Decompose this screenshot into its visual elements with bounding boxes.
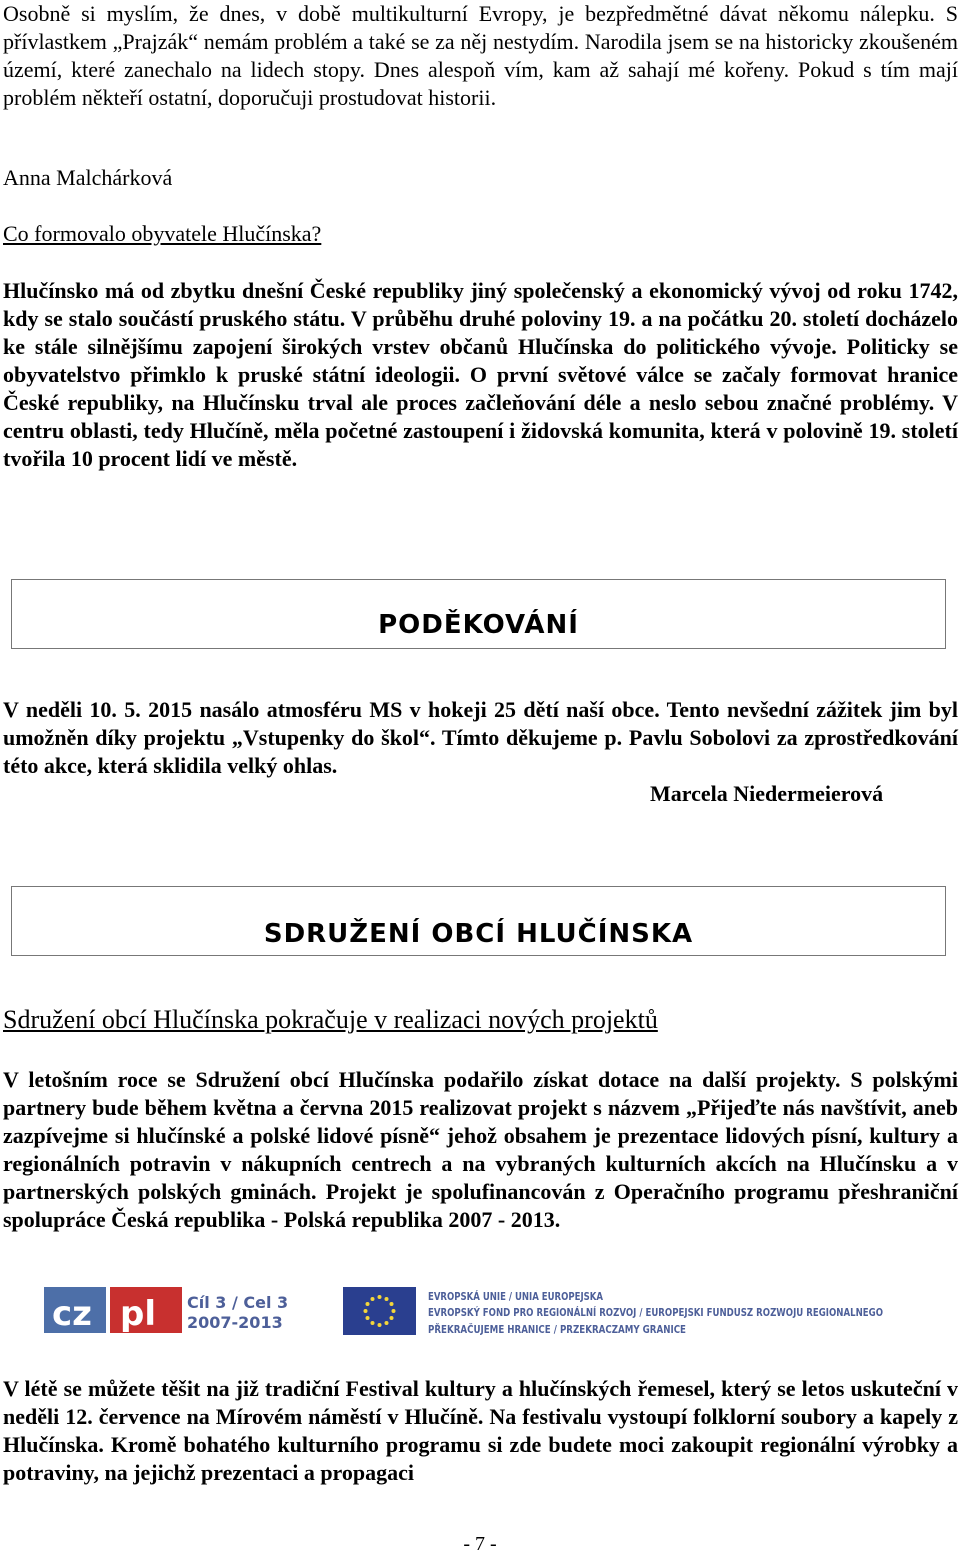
intro-paragraph: Osobně si myslím, že dnes, v době multikulturní Evropy, je bezpředmětné dávat někomu nálepku. S přívlastkem „Prajzák“ nemám problém a také se za něj nestydím. Narodila jsem se na historicky zkoušeném území, které zanechalo na lidech stopy. Dnes alespoň vím, kam až sahají mé kořeny. Pokud s tím mají problém někteří ostatní, doporučuji prostudovat historii. bbox=[3, 1, 958, 110]
association-section-title: SDRUŽENÍ OBCÍ HLUČÍNSKA bbox=[263, 919, 694, 949]
eu-line2: EVROPSKÝ FOND PRO REGIONÁLNÍ ROZVOJ / EUROPEJSKI FUNDUSZ ROZWOJU REGIONALNEGO bbox=[428, 1306, 883, 1319]
association-paragraph-1: V letošním roce se Sdružení obcí Hlučínska podařilo získat dotace na další projekty. S polskými partnery bude během května a června 2015 realizovat projekt s názvem „Přijeďte nás navštívit, aneb zazpívejme si hlučínské a polské lidové písně“ jehož obsahem je prezentace lidových písní, kultury a regionálních potravin v nákupních centrech a na vybraných kulturních akcích na Hlučínsku a v partnerských polských gminách. Projekt je spolufinancován z Operačního programu přeshraniční spolupráce Česká republika - Polská republika 2007 - 2013. bbox=[3, 1067, 958, 1232]
association-title-box bbox=[11, 886, 946, 956]
thanks-title-box bbox=[11, 579, 946, 649]
page-number: - 7 - bbox=[463, 1533, 497, 1555]
thanks-section-title: PODĚKOVÁNÍ bbox=[378, 610, 579, 640]
history-paragraph: Hlučínsko má od zbytku dnešní České republiky jiný společenský a ekonomický vývoj od roku 1742, kdy se stalo součástí pruského státu. V průběhu druhé poloviny 19. a na počátku 20. století docházelo ke stále silnějšímu zapojení širokých vrstev občanů Hlučínska do politického vývoje. Politicky se obyvatelstvo přimklo k pruské státní ideologii. O první světové válce se začaly formovat hranice České republiky, na Hlučínsku trval ale proces začleňování déle a neslo sebou značné problémy. V centru oblasti, tedy Hlučíně, měla početné zastoupení i židovská komunita, která v polovině 19. století tvořila 10 procent lidí ve městě. bbox=[3, 278, 958, 471]
czpl-line2: 2007-2013 bbox=[187, 1313, 283, 1332]
cz-text: cz bbox=[52, 1294, 92, 1334]
eu-line1: EVROPSKÁ UNIE / UNIA EUROPEJSKA bbox=[428, 1290, 604, 1303]
thanks-paragraph: V neděli 10. 5. 2015 nasálo atmosféru MS v hokeji 25 dětí naší obce. Tento nevšední zážitek jim byl umožněn díky projektu „Vstupenky do škol“. Tímto děkujeme p. Pavlu Sobolovi za zprostředkování této akce, která sklidila velký ohlas. bbox=[3, 697, 958, 778]
czpl-line1: Cíl 3 / Cel 3 bbox=[187, 1293, 289, 1312]
thanks-signature: Marcela Niedermeierová bbox=[650, 781, 884, 806]
eu-flag bbox=[343, 1287, 416, 1335]
eu-logo-graphic bbox=[343, 1285, 888, 1339]
association-heading: Sdružení obcí Hlučínska pokračuje v realizaci nových projektů bbox=[3, 1005, 658, 1034]
history-heading: Co formovalo obyvatele Hlučínska? bbox=[3, 221, 322, 246]
eu-line3: PŘEKRAČUJEME HRANICE / PRZEKRACZAMY GRANICE bbox=[428, 1323, 686, 1336]
eu-logo bbox=[343, 1285, 888, 1339]
czpl-logo-graphic bbox=[44, 1285, 289, 1339]
pl-text: pl bbox=[120, 1294, 156, 1334]
czpl-programme-logo bbox=[44, 1285, 289, 1339]
intro-author: Anna Malchárková bbox=[3, 165, 173, 190]
association-paragraph-2: V létě se můžete těšit na již tradiční Festival kultury a hlučínských řemesel, který se letos uskuteční v neděli 12. července na Mírovém náměstí v Hlučíně. Na festivalu vystoupí folklorní soubory a kapely z Hlučínska. Kromě bohatého kulturního programu si zde budete moci zakoupit regionální výrobky a potraviny, na jejichž prezentaci a propagaci bbox=[3, 1376, 958, 1485]
